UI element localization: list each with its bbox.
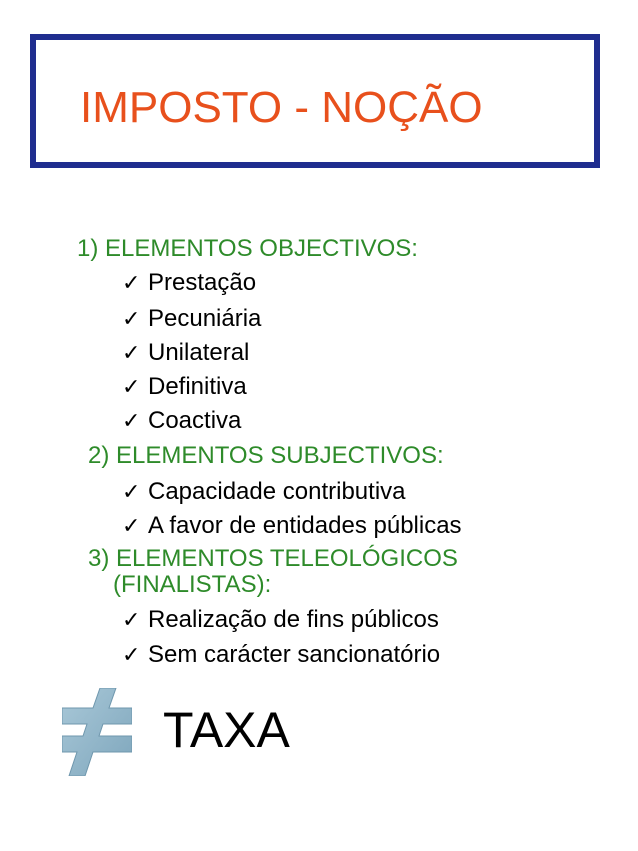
list-item <box>122 477 406 507</box>
checkmark-icon: ✓ <box>122 270 141 295</box>
list-item <box>122 372 247 402</box>
section-heading-teleological: 3) ELEMENTOS TELEOLÓGICOS <box>88 545 458 572</box>
list-item-label: Unilateral <box>148 339 250 366</box>
list-item-label: Definitiva <box>148 373 247 400</box>
list-item <box>122 605 439 635</box>
checkmark-icon: ✓ <box>122 513 141 538</box>
list-item <box>122 406 241 436</box>
list-item-label: Realização de fins públicos <box>148 606 439 633</box>
list-item <box>122 511 462 541</box>
list-item <box>122 640 440 670</box>
list-item <box>122 268 256 298</box>
page-title: IMPOSTO - NOÇÃO <box>80 83 483 132</box>
checkmark-icon: ✓ <box>122 408 141 433</box>
section-heading-subjective: 2) ELEMENTOS SUBJECTIVOS: <box>88 442 444 469</box>
comparison-label: TAXA <box>163 702 290 758</box>
list-item-label: Sem carácter sancionatório <box>148 641 441 668</box>
checkmark-icon: ✓ <box>122 340 141 365</box>
list-item-label: A favor de entidades públicas <box>148 512 462 539</box>
not-equal-icon <box>62 688 132 776</box>
checkmark-icon: ✓ <box>122 306 141 331</box>
section-heading-teleological-continued: (FINALISTAS): <box>113 571 272 598</box>
checkmark-icon: ✓ <box>122 479 141 504</box>
list-item-label: Prestação <box>148 269 257 296</box>
list-item-label: Capacidade contributiva <box>148 478 406 505</box>
section-heading-objective: 1) ELEMENTOS OBJECTIVOS: <box>77 235 418 262</box>
title-box <box>30 34 600 168</box>
checkmark-icon: ✓ <box>122 607 141 632</box>
checkmark-icon: ✓ <box>122 642 141 667</box>
list-item <box>122 338 249 368</box>
list-item-label: Coactiva <box>148 407 242 434</box>
checkmark-icon: ✓ <box>122 374 141 399</box>
list-item <box>122 304 261 334</box>
list-item-label: Pecuniária <box>148 305 262 332</box>
